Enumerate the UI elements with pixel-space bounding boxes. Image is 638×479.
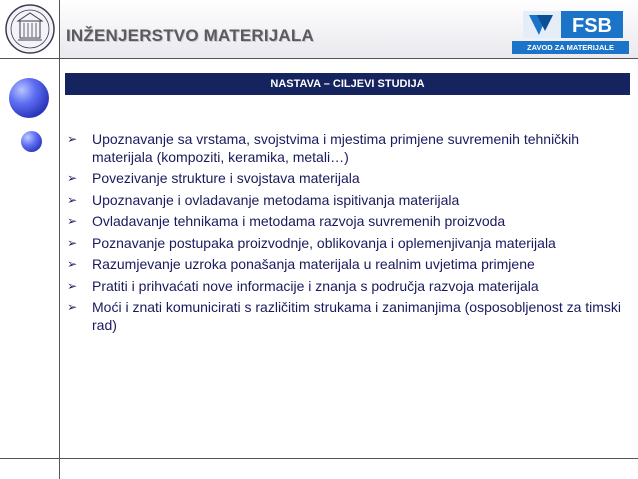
fsb-logo xyxy=(523,7,623,40)
arrow-bullet-icon: ➢ xyxy=(67,171,78,185)
list-item xyxy=(65,170,625,188)
arrow-bullet-icon: ➢ xyxy=(67,278,78,293)
department-badge: ZAVOD ZA MATERIJALE xyxy=(512,41,629,54)
fsb-logo-text: FSB xyxy=(572,15,612,37)
arrow-bullet-icon: ➢ xyxy=(67,235,78,250)
decorative-orb-small xyxy=(21,131,42,152)
bullet-list xyxy=(65,131,625,338)
list-item-text: Poznavanje postupaka proizvodnje, oblikovanja i oplemenjivanja materijala xyxy=(92,234,556,251)
arrow-bullet-icon: ➢ xyxy=(67,192,78,207)
list-item-text: Pratiti i prihvaćati nove informacije i znanja s područja razvoja materijala xyxy=(92,277,539,294)
list-item-text: Upoznavanje sa vrstama, svojstvima i mjestima primjene suvremenih tehničkih materijala (kompoziti, keramika, metali…) xyxy=(92,131,580,165)
header-divider-line xyxy=(0,58,638,59)
list-item-text: Povezivanje strukture i svojstava materijala xyxy=(92,170,360,186)
list-item-text: Ovladavanje tehnikama i metodama razvoja suvremenih proizvoda xyxy=(92,213,506,229)
list-item xyxy=(65,256,625,274)
section-title: NASTAVA – CILJEVI STUDIJA xyxy=(65,73,630,95)
arrow-bullet-icon: ➢ xyxy=(67,300,78,314)
footer-divider-line xyxy=(0,458,638,459)
decorative-orb-large xyxy=(9,78,49,118)
list-item xyxy=(65,131,625,166)
list-item xyxy=(65,213,625,231)
list-item-text: Moći i znati komunicirati s različitim strukama i zanimanjima (osposobljenost za timski rad) xyxy=(92,299,622,333)
arrow-bullet-icon: ➢ xyxy=(67,132,78,146)
left-divider-line xyxy=(59,0,60,479)
page-title: INŽENJERSTVO MATERIJALA xyxy=(66,26,314,45)
list-item xyxy=(65,235,625,253)
arrow-bullet-icon: ➢ xyxy=(67,257,78,271)
list-item xyxy=(65,278,625,296)
arrow-bullet-icon: ➢ xyxy=(67,214,78,228)
list-item-text: Upoznavanje i ovladavanje metodama ispitivanja materijala xyxy=(92,191,460,208)
university-seal-logo xyxy=(4,3,56,55)
list-item-text: Razumjevanje uzroka ponašanja materijala u realnim uvjetima primjene xyxy=(92,256,535,272)
list-item xyxy=(65,192,625,210)
list-item xyxy=(65,299,625,334)
